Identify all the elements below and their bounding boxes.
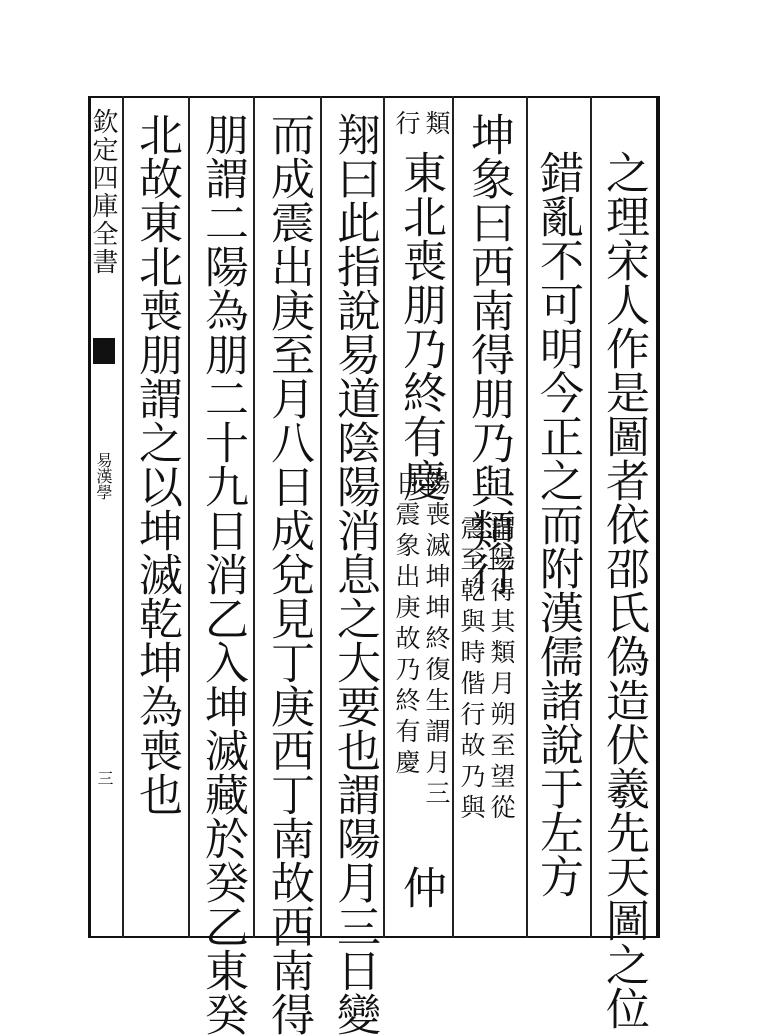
fish-tail-mark <box>93 338 115 364</box>
annotation-3a: 謂陽得其類月朔至望從 <box>487 515 516 825</box>
annotation-lead-xing: 行 <box>392 110 421 141</box>
annotation-lead-lei: 類 <box>422 110 451 141</box>
page-number: 三 <box>95 770 114 786</box>
column-rule <box>590 96 592 938</box>
text-column-6: 翔曰此指說易道陰陽消息之大要也謂陽月三日變 <box>329 112 380 1036</box>
text-column-2: 錯亂不可明今正之而附漢儒諸說于左方 <box>532 150 583 898</box>
column-rule <box>253 96 255 938</box>
text-column-1: 之理宋人作是圖者依邵氏偽造伏羲先天圖之位 <box>598 150 649 1030</box>
column-rule <box>383 96 385 938</box>
annotation-4a: 陽喪滅坤坤終復生謂月三 <box>422 470 451 811</box>
text-column-7: 而成震出庚至月八日成兌見丁庚西丁南故西南得 <box>263 112 314 1036</box>
annotation-4b: 日震象出庚故乃終有慶 <box>392 470 421 780</box>
annotation-3b: 震至乾與時偕行故乃與 <box>457 515 486 825</box>
text-column-4: 東北喪朋乃終有慶 <box>395 150 446 502</box>
text-column-9: 北故東北喪朋謂之以坤滅乾坤為喪也 <box>131 112 182 816</box>
text-column-8: 朋謂二陽為朋二十九日消乙入坤滅藏於癸乙東癸 <box>197 112 248 1036</box>
book-title: 欽定四庫全書 <box>88 108 118 276</box>
text-column-3: 坤象曰西南得朋乃與類行 <box>463 112 514 596</box>
column-rule <box>320 96 322 938</box>
section-title: 易漢學 <box>94 452 113 500</box>
column-rule <box>188 96 190 938</box>
column-rule <box>122 96 124 938</box>
column-rule <box>526 96 528 938</box>
column-rule <box>452 96 454 938</box>
text-column-4-tail: 仲 <box>395 865 446 909</box>
